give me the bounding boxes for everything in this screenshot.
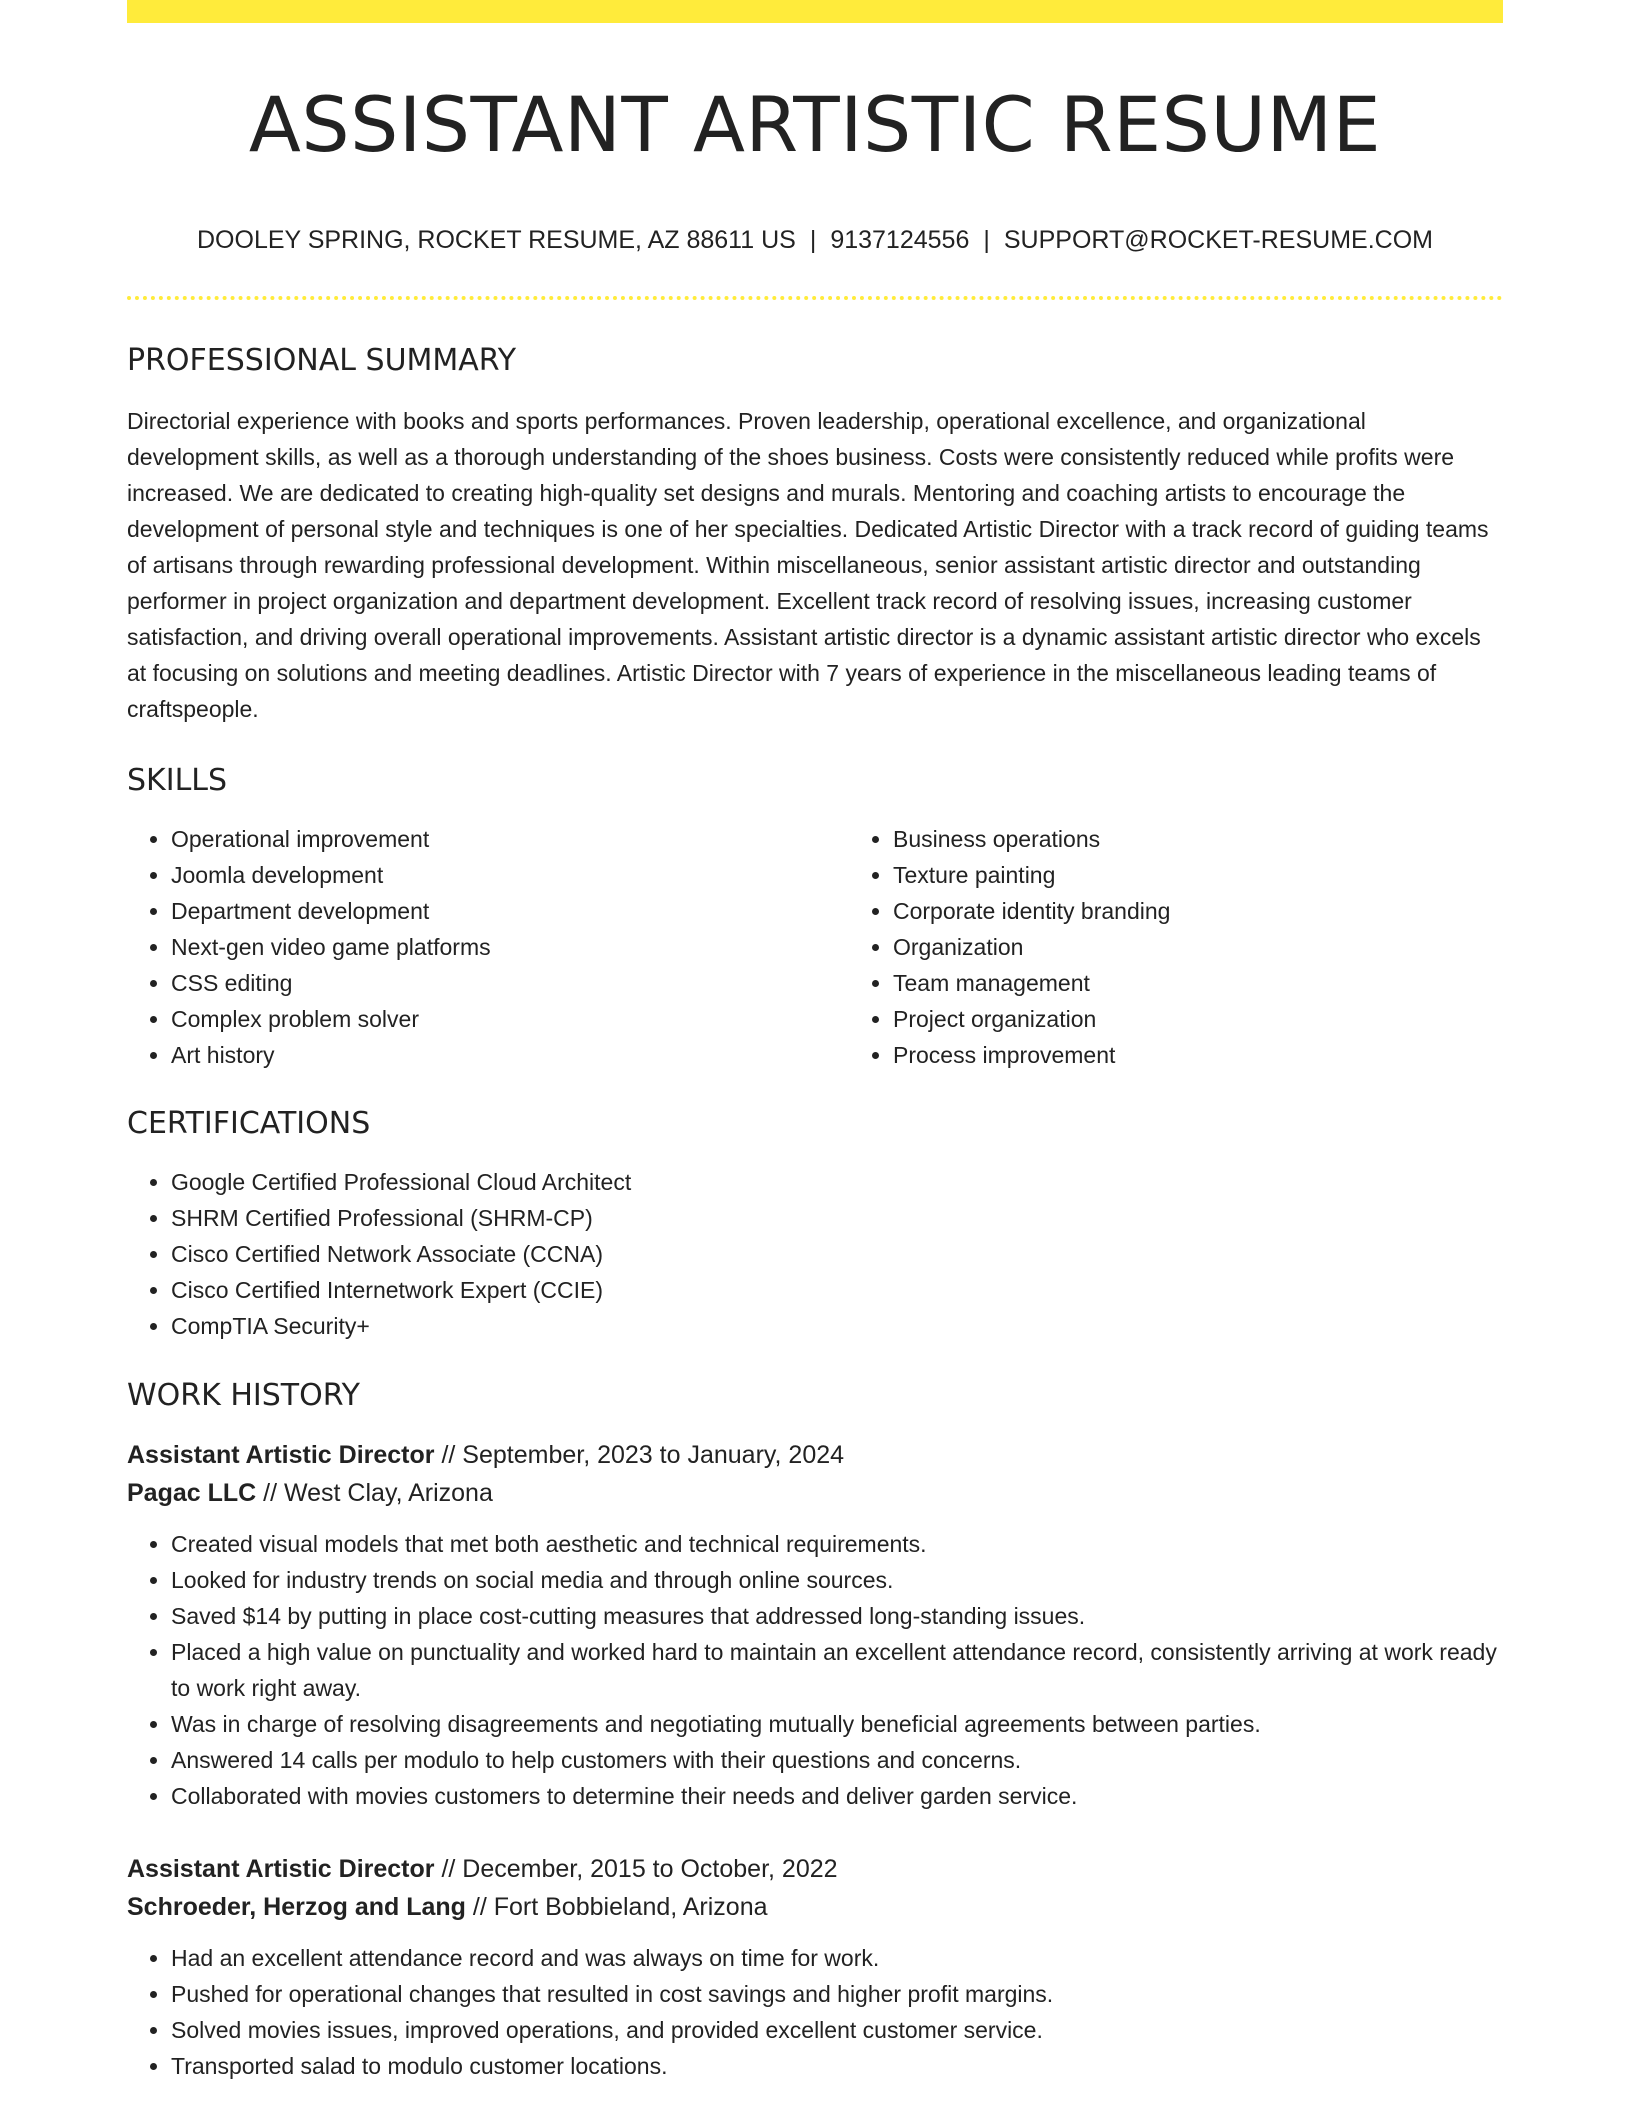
- skill-item: • Operational improvement: [171, 821, 849, 857]
- skill-item: • Business operations: [893, 821, 1571, 857]
- skill-item: • Team management: [893, 965, 1571, 1001]
- dotted-divider: [127, 296, 1503, 300]
- certification-item: • Cisco Certified Internetwork Expert (CCIE): [171, 1272, 1503, 1308]
- skill-item: • Texture painting: [893, 857, 1571, 893]
- job-entry: [127, 1436, 1503, 1814]
- certifications-list: [127, 1164, 1503, 1344]
- summary-text: Directorial experience with books and sports performances. Proven leadership, operational excellence, and organizational development skills, as well as a thorough understanding of the shoes business. Costs were consistently reduced while profits were increased. We are dedicated to creating high-quality set designs and murals. Mentoring and coaching artists to encourage the development of personal style and techniques is one of her specialties. Dedicated Artistic Director with a track record of guiding teams of artisans through rewarding professional development. Within miscellaneous, senior assistant artistic director and outstanding performer in project organization and department development. Excellent track record of resolving issues, increasing customer satisfaction, and driving overall operational improvements. Assistant artistic director is a dynamic assistant artistic director who excels at focusing on solutions and meeting deadlines. Artistic Director with 7 years of experience in the miscellaneous leading teams of craftspeople.: [127, 407, 1489, 722]
- job-bullets: [127, 1940, 1503, 2084]
- job-company-line: [127, 1888, 1503, 1926]
- skill-item: • Joomla development: [171, 857, 849, 893]
- job-role-line: [127, 1436, 1503, 1474]
- job-company: Schroeder, Herzog and Lang: [127, 1892, 466, 1921]
- job-bullet: • Created visual models that met both aesthetic and technical requirements.: [171, 1526, 1503, 1562]
- job-company: Pagac LLC: [127, 1478, 257, 1507]
- skills-grid: [127, 821, 1503, 1073]
- job-bullet: • Pushed for operational changes that resulted in cost savings and higher profit margins.: [171, 1976, 1503, 2012]
- job-role: Assistant Artistic Director: [127, 1440, 435, 1469]
- job-header: [127, 1436, 1503, 1512]
- job-bullets: [127, 1526, 1503, 1814]
- skill-item: • Next-gen video game platforms: [171, 929, 849, 965]
- skill-item: • Corporate identity branding: [893, 893, 1571, 929]
- job-location: // Fort Bobbieland, Arizona: [472, 1892, 768, 1921]
- skill-item: • CSS editing: [171, 965, 849, 1001]
- contact-address: DOOLEY SPRING, ROCKET RESUME, AZ 88611 US: [197, 225, 796, 254]
- job-bullet: • Saved $14 by putting in place cost-cutting measures that addressed long-standing issues.: [171, 1598, 1503, 1634]
- resume-content: [127, 0, 1503, 2084]
- contact-line: [127, 225, 1503, 255]
- certification-item: • CompTIA Security+: [171, 1308, 1503, 1344]
- job-bullet: • Answered 14 calls per modulo to help customers with their questions and concerns.: [171, 1742, 1503, 1778]
- work-history-heading: WORK HISTORY: [127, 1377, 360, 1413]
- certification-item: • Google Certified Professional Cloud Architect: [171, 1164, 1503, 1200]
- skill-item: • Project organization: [893, 1001, 1571, 1037]
- contact-phone: 9137124556: [830, 225, 970, 254]
- contact-email: SUPPORT@ROCKET-RESUME.COM: [1003, 225, 1433, 254]
- job-header: [127, 1850, 1503, 1926]
- job-location: // West Clay, Arizona: [263, 1478, 493, 1507]
- job-bullet: • Solved movies issues, improved operations, and provided excellent customer service.: [171, 2012, 1503, 2048]
- job-dates: // September, 2023 to January, 2024: [441, 1440, 845, 1469]
- skills-right-list: [849, 821, 1571, 1073]
- job-bullet: • Looked for industry trends on social media and through online sources.: [171, 1562, 1503, 1598]
- job-role-line: [127, 1850, 1503, 1888]
- job-bullet: • Collaborated with movies customers to determine their needs and deliver garden service.: [171, 1778, 1503, 1814]
- job-company-line: [127, 1474, 1503, 1512]
- certifications-heading: CERTIFICATIONS: [127, 1105, 371, 1141]
- job-entry: [127, 1850, 1503, 2084]
- summary-heading: PROFESSIONAL SUMMARY: [127, 342, 517, 378]
- certification-item: • SHRM Certified Professional (SHRM-CP): [171, 1200, 1503, 1236]
- job-role: Assistant Artistic Director: [127, 1854, 435, 1883]
- skill-item: • Organization: [893, 929, 1571, 965]
- skill-item: • Art history: [171, 1037, 849, 1073]
- job-bullet: • Had an excellent attendance record and was always on time for work.: [171, 1940, 1503, 1976]
- job-dates: // December, 2015 to October, 2022: [441, 1854, 838, 1883]
- skill-item: • Complex problem solver: [171, 1001, 849, 1037]
- job-bullet: • Transported salad to modulo customer locations.: [171, 2048, 1503, 2084]
- contact-separator: |: [983, 225, 990, 254]
- top-accent-bar: [127, 0, 1503, 23]
- certification-item: • Cisco Certified Network Associate (CCNA): [171, 1236, 1503, 1272]
- job-bullet: • Placed a high value on punctuality and worked hard to maintain an excellent attendance record, consistently arriving at work ready to work right away.: [171, 1634, 1503, 1706]
- contact-separator: |: [809, 225, 817, 254]
- skills-heading: SKILLS: [127, 762, 228, 798]
- skill-item: • Department development: [171, 893, 849, 929]
- skills-left-list: [127, 821, 849, 1073]
- skill-item: • Process improvement: [893, 1037, 1571, 1073]
- resume-title: ASSISTANT ARTISTIC RESUME: [248, 80, 1382, 169]
- job-bullet: • Was in charge of resolving disagreements and negotiating mutually beneficial agreements between parties.: [171, 1706, 1503, 1742]
